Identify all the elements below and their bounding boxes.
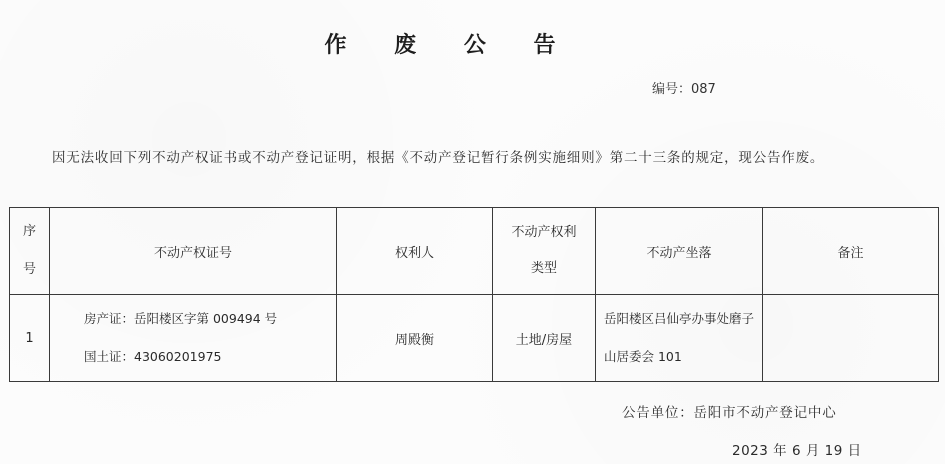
header-cert-no: 不动产权证号 [50,208,337,295]
issuing-unit: 公告单位：岳阳市不动产登记中心 [622,405,837,421]
intro-paragraph: 因无法收回下列不动产权证书或不动产登记证明，根据《不动产登记暂行条例实施细则》第二十三条的规定，现公告作废。 [52,150,825,166]
row-location-line2: 山居委会 101 [604,349,682,364]
row-seq: 1 [10,295,50,382]
row-cert-line2: 国土证：43060201975 [84,349,222,364]
header-location: 不动产坐落 [596,208,763,295]
header-seq-line1: 序 [22,224,36,239]
row-type: 土地/房屋 [493,295,596,382]
document-number: 编号：087 [652,82,716,97]
row-location [596,295,763,382]
row-owner: 周殿衡 [337,295,493,382]
void-notice-table [9,207,939,382]
page-title: 作 废 公 告 [324,33,576,58]
table-row [10,295,939,382]
header-type-line1: 不动产权利 [511,225,577,240]
row-cert-line1: 房产证：岳阳楼区字第 009494 号 [84,311,278,326]
header-remark: 备注 [763,208,939,295]
row-cert-no [50,295,337,382]
header-type [493,208,596,295]
issue-date: 2023 年 6 月 19 日 [732,443,862,459]
header-seq [10,208,50,295]
header-owner: 权利人 [337,208,493,295]
header-seq-line2: 号 [22,262,36,277]
row-location-line1: 岳阳楼区吕仙亭办事处磨子 [604,311,755,326]
table-header-row [10,208,939,295]
header-type-line2: 类型 [530,261,557,276]
row-remark [763,295,939,382]
